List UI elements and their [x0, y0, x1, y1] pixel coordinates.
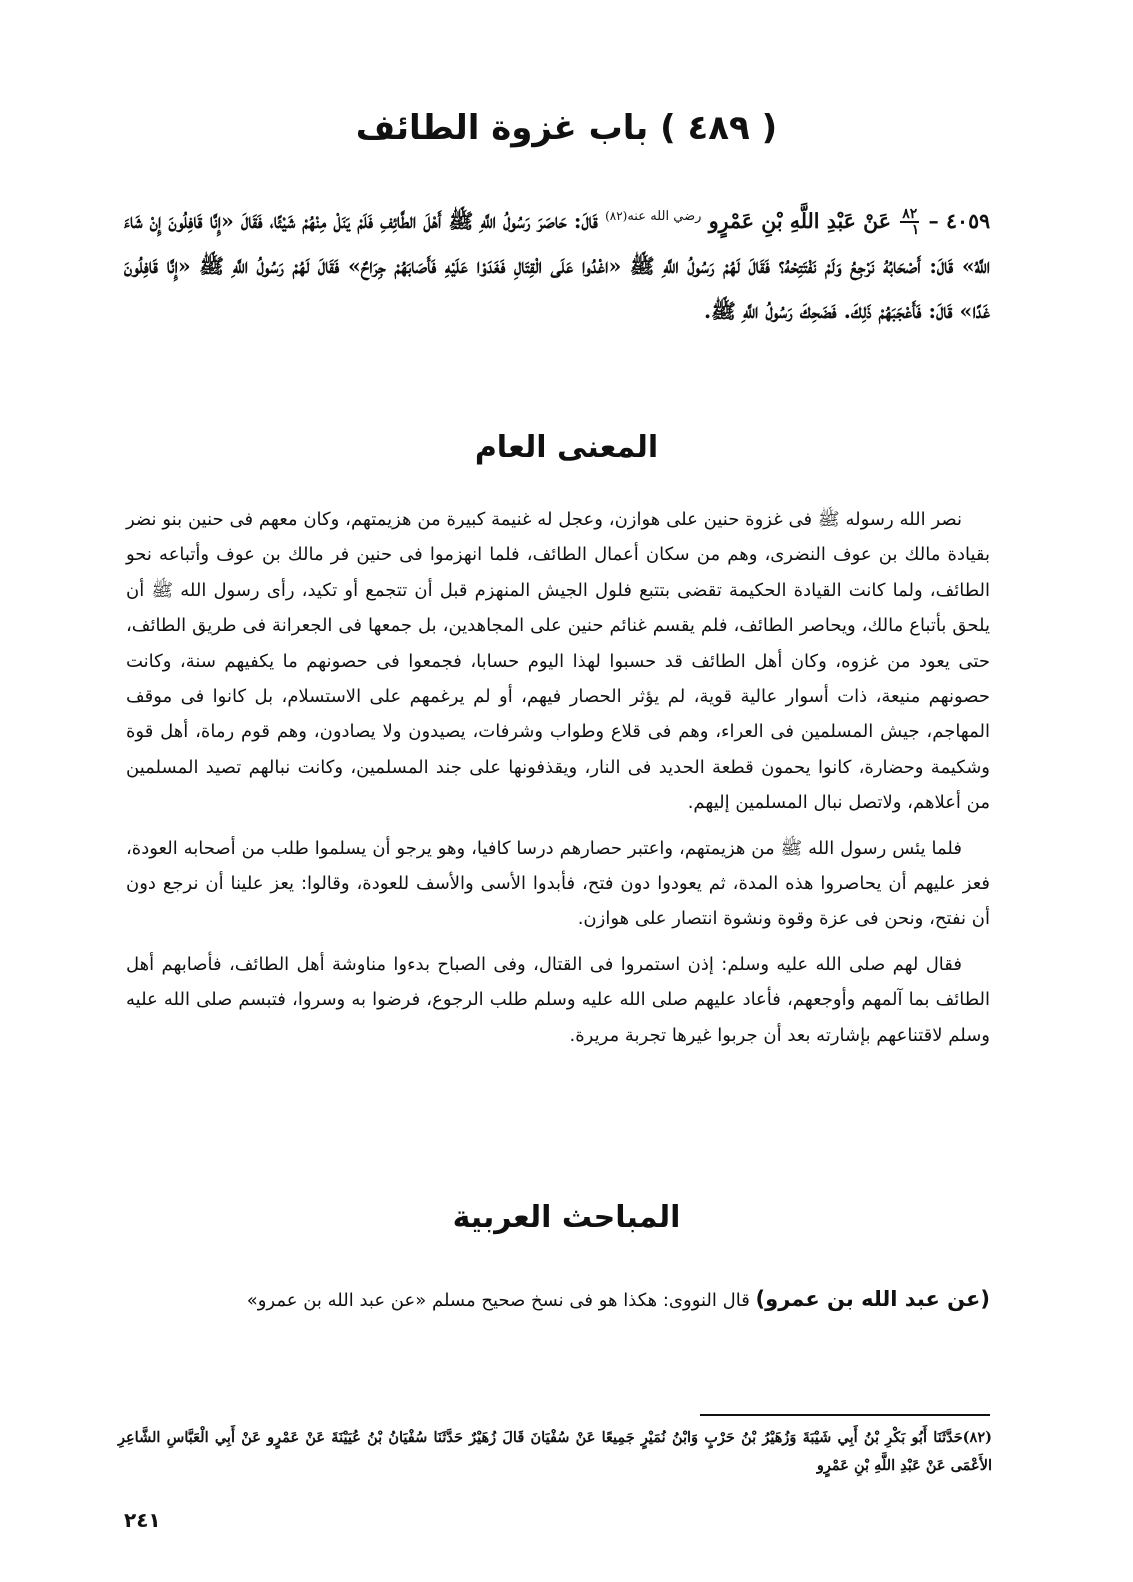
general-meaning-body: [126, 502, 990, 1053]
section-heading-general-meaning: المعنى العام: [474, 430, 659, 465]
paragraph: نصر الله رسوله ﷺ فى غزوة حنين على هوازن، وعجل له غنيمة كبيرة من هزيمتهم، وكان معهم فى حنين بنو نضر بقيادة مالك بن عوف النضرى، وهم من سكان أعمال الطائف، فلما انهزموا فى حنين فر مالك بن عوف وأتباعه نحو الطائف، ولما كانت القيادة الحكيمة تقضى بتتبع فلول الجيش المنهزم قبل أن تتجمع أو تكيد، رأى رسول الله ﷺ أن يلحق بأتباع مالك، ويحاصر الطائف، فلم يقسم غنائم حنين على المجاهدين، بل جمعها فى الجعرانة فى طريق الطائف، حتى يعود من غزوه، وكان أهل الطائف قد حسبوا لهذا اليوم حسابا، فجمعوا فى حصونهم ما يكفيهم سنة، وكانت حصونهم منيعة، ذات أسوار عالية قوية، لم يؤثر الحصار فيهم، أو لم يرغمهم على الاستسلام، بل كانوا فى موقف المهاجم، جيش المسلمين فى العراء، وهم فى قلاع وطواب وشرفات، يصيدون ولا يصادون، وهم قوم رماة، أهل قوة وشكيمة وحضارة، كانوا يحمون قطعة الحديد فى النار، ويقذفونها على جند المسلمين، وكانت نبالهم تصيد المسلمين من أعلاهم، ولاتصل نبال المسلمين إليهم.: [126, 509, 990, 814]
lead-text: قال النووى: هكذا هو فى نسخ صحيح مسلم «عن عبد الله بن عمرو»: [246, 1290, 750, 1311]
hadith-segment: «إِنَّا قَافِلُونَ غَدًا» قَالَ: فَأَعْجَبَهُمْ ذَلِكَ. فَضَحِكَ رَسُولُ اللَّهِ: [124, 253, 990, 323]
footnote: (٨٢)حَدَّثَنَا أَبُو بَكْرِ بْنُ أَبِي شَيْبَةَ وَزُهَيْرُ بْنُ حَرْبٍ وَابْنُ نُمَيْرٍ جَمِيعًا عَنْ سُفْيَانَ قَالَ زُهَيْرٌ حَدَّثَنَا سُفْيَانُ بْنُ عُيَيْنَةَ عَنْ عَمْرٍو عَنْ أَبِي الْعَبَّاسِ الشَّاعِرِ الأَعْمَى عَنْ عَبْدِ اللَّهِ بْنِ عَمْرٍو: [118, 1429, 992, 1474]
paragraph: فقال لهم صلى الله عليه وسلم: إذن استمروا فى القتال، وفى الصباح بدءوا مناوشة أهل الطائف، فأصابهم أهل الطائف بما آلمهم وأوجعهم، فأعاد عليهم صلى الله عليه وسلم طلب الرجوع، فرضوا به وسروا، فتبسم صلى الله عليه وسلم لاقتناعهم بإشارته بعد أن جربوا غيرها تجربة مريرة.: [126, 953, 990, 1046]
hadith-text: [124, 194, 990, 334]
honorific-saw-icon: ﷺ: [448, 208, 474, 233]
hadith-segment: قَالَ: حَاصَرَ رَسُولُ اللَّهِ: [480, 208, 598, 233]
fraction-top: ٨٢: [902, 206, 918, 223]
hadith-narrator: عَنْ عَبْدِ اللَّهِ بْنِ عَمْرٍو: [708, 208, 891, 233]
honorific-saw-icon: ﷺ: [711, 298, 736, 323]
hadith-fraction: [900, 207, 919, 237]
honorific-saw-icon: ﷺ: [199, 253, 225, 278]
footnote-ref[interactable]: (٨٢): [605, 209, 628, 223]
chapter-title: ( ٤٨٩ ) باب غزوة الطائف: [355, 108, 778, 148]
footnote-divider: [700, 1414, 990, 1416]
lead-term: (عن عبد الله بن عمرو): [755, 1287, 990, 1311]
hadith-segment: أَهْلَ الطَّائِفِ فَلَمْ يَنَلْ مِنْهُمْ شَيْئًا، فَقَالَ «إِنَّا قَافِلُونَ إِنْ شَاءَ اللَّهُ» قَالَ: أَصْحَابُهُ نَرْجِعُ وَلَمْ نَفْتَتِحْهُ؟ فَقَالَ لَهُمْ رَسُولُ اللَّهِ: [124, 208, 990, 278]
hadith-segment: «اغْدُوا عَلَى الْقِتَالِ فَغَدَوْا عَلَيْهِ فَأَصَابَهُمْ جِرَاحٌ» فَقَالَ لَهُمْ رَسُولُ اللَّهِ: [232, 253, 622, 278]
paragraph: فلما يئس رسول الله ﷺ من هزيمتهم، واعتبر حصارهم درسا كافيا، وهو يرجو أن يسلموا طلب من أصحابه العودة، فعز عليهم أن يحاصروا هذه المدة، ثم يعودوا دون فتح، فأبدوا الأسى والأسف للعودة، وقالوا: يعز علينا أن نرجع دون أن نفتح، ونحن فى عزة وقوة ونشوة انتصار على هوازن.: [126, 837, 990, 930]
discussion-lead: [126, 1284, 990, 1316]
hadith-end: .: [703, 298, 712, 323]
hadith-number: ٤٠٥٩ –: [928, 208, 991, 233]
page-number: ٢٤١: [124, 1508, 161, 1532]
section-heading-arabic-discussion: المباحث العربية: [452, 1200, 681, 1235]
honorific-saw-icon: ﷺ: [629, 253, 655, 278]
honorific-ra-icon: رضي الله عنه: [627, 209, 702, 224]
fraction-bottom: ١: [911, 222, 920, 239]
